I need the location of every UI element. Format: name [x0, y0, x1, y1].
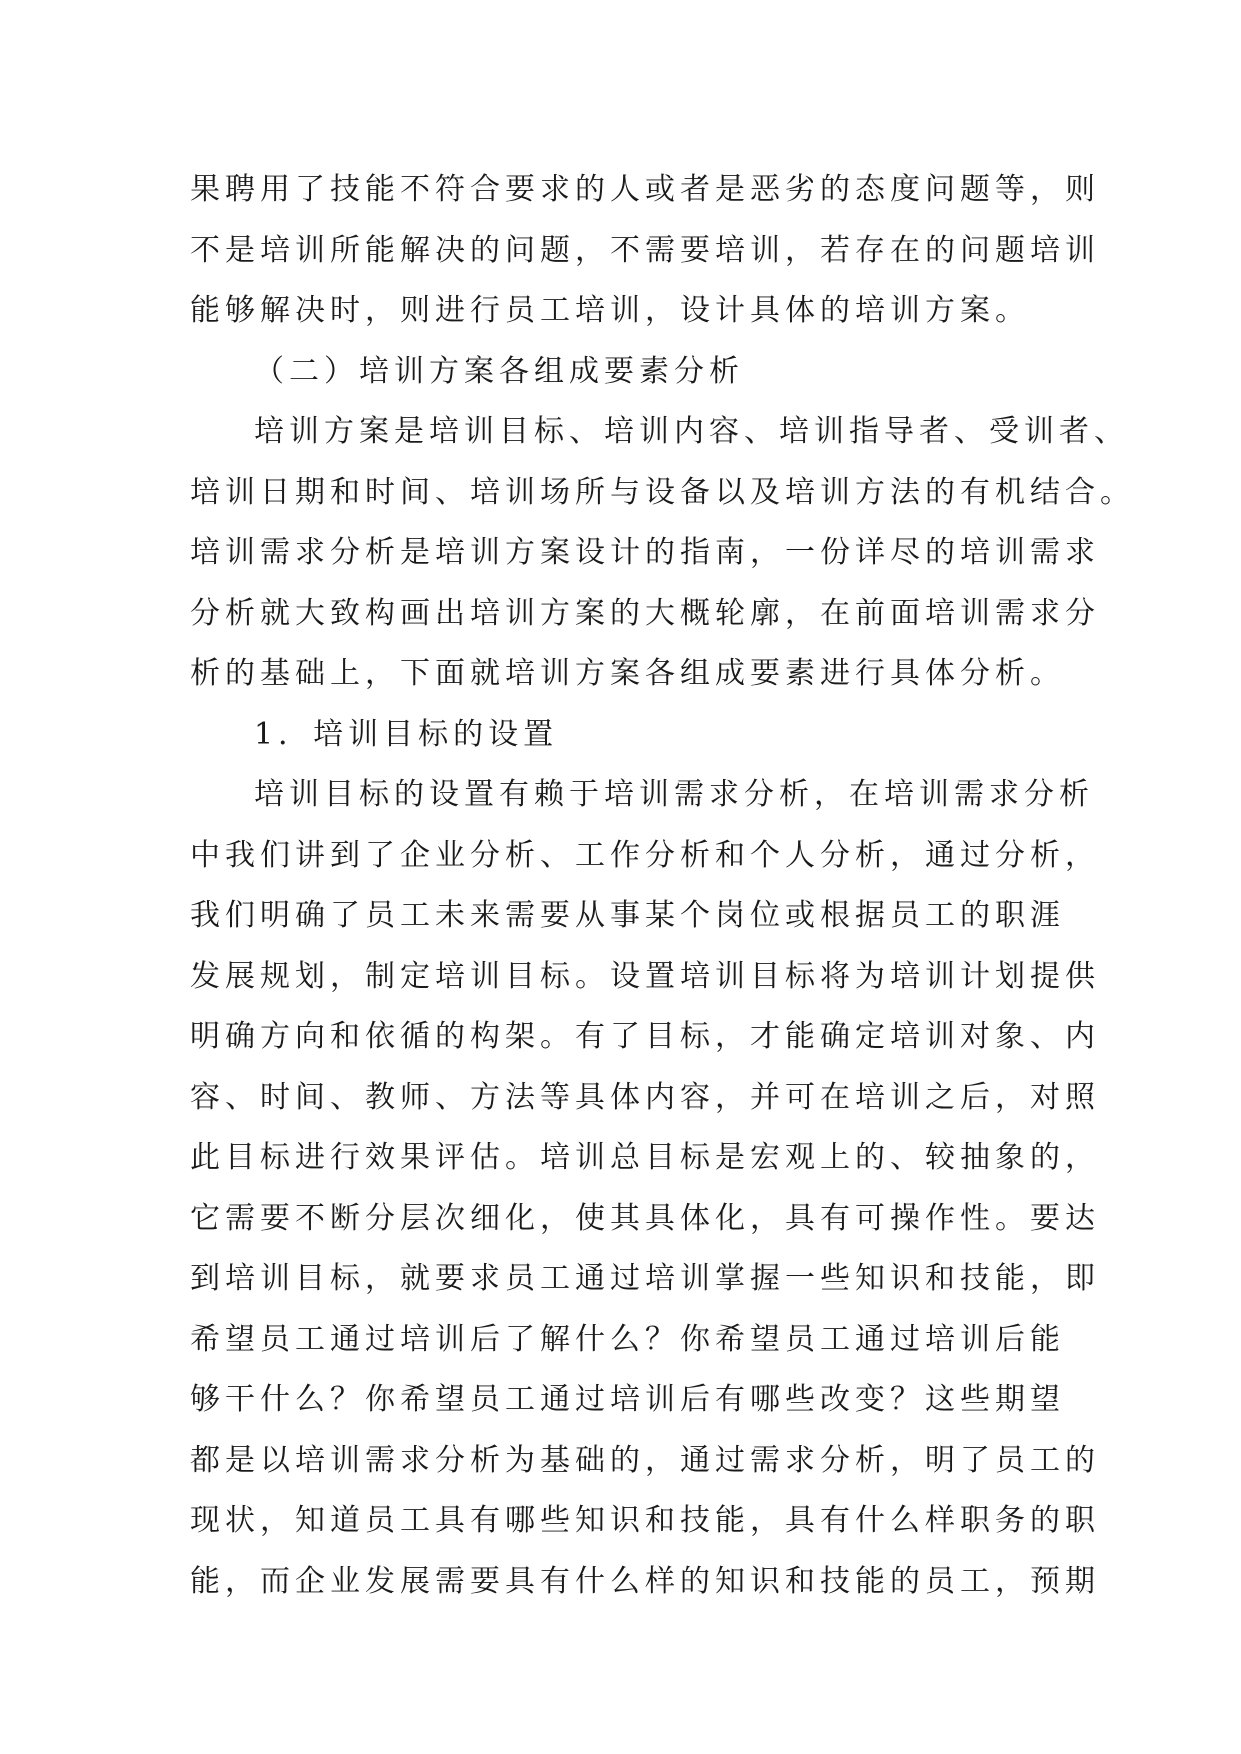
text-line: 培训需求分析是培训方案设计的指南，一份详尽的培训需求: [190, 535, 1100, 570]
text-line: 都是以培训需求分析为基础的，通过需求分析，明了员工的: [190, 1442, 1100, 1478]
text-line: 此目标进行效果评估。培训总目标是宏观上的、较抽象的，: [190, 1140, 1100, 1175]
paragraph-start: 培训方案是培训目标、培训内容、培训指导者、受训者、: [254, 414, 1129, 449]
text-line: 明确方向和依循的构架。有了目标，才能确定培训对象、内: [190, 1019, 1100, 1054]
text-line: 容、时间、教师、方法等具体内容，并可在培训之后，对照: [190, 1079, 1100, 1115]
text-line: 发展规划，制定培训目标。设置培训目标将为培训计划提供: [190, 958, 1100, 994]
text-line: 析的基础上，下面就培训方案各组成要素进行具体分析。: [190, 656, 1065, 691]
subsection-heading: 1．培训目标的设置: [254, 716, 559, 752]
text-line: 果聘用了技能不符合要求的人或者是恶劣的态度问题等，则: [190, 172, 1100, 207]
paragraph-start: 培训目标的设置有赖于培训需求分析，在培训需求分析: [254, 777, 1094, 812]
text-line: 分析就大致构画出培训方案的大概轮廓，在前面培训需求分: [190, 595, 1100, 631]
text-line: 我们明确了员工未来需要从事某个岗位或根据员工的职涯: [190, 898, 1065, 933]
text-line: 不是培训所能解决的问题，不需要培训，若存在的问题培训: [190, 232, 1100, 268]
text-line: 到培训目标，就要求员工通过培训掌握一些知识和技能，即: [190, 1261, 1100, 1296]
text-line: 它需要不断分层次细化，使其具体化，具有可操作性。要达: [190, 1200, 1100, 1236]
body-text: [190, 160, 1135, 1612]
section-heading: （二）培训方案各组成要素分析: [254, 353, 744, 389]
text-line: 希望员工通过培训后了解什么？你希望员工通过培训后能: [190, 1321, 1065, 1357]
text-line: 中我们讲到了企业分析、工作分析和个人分析，通过分析，: [190, 837, 1100, 873]
text-line: 现状，知道员工具有哪些知识和技能，具有什么样职务的职: [190, 1503, 1100, 1538]
text-line: 能够解决时，则进行员工培训，设计具体的培训方案。: [190, 293, 1030, 328]
text-line: 够干什么？你希望员工通过培训后有哪些改变？这些期望: [190, 1382, 1065, 1417]
text-line: 能，而企业发展需要具有什么样的知识和技能的员工，预期: [190, 1563, 1100, 1599]
text-line: 培训日期和时间、培训场所与设备以及培训方法的有机结合。: [190, 474, 1135, 510]
